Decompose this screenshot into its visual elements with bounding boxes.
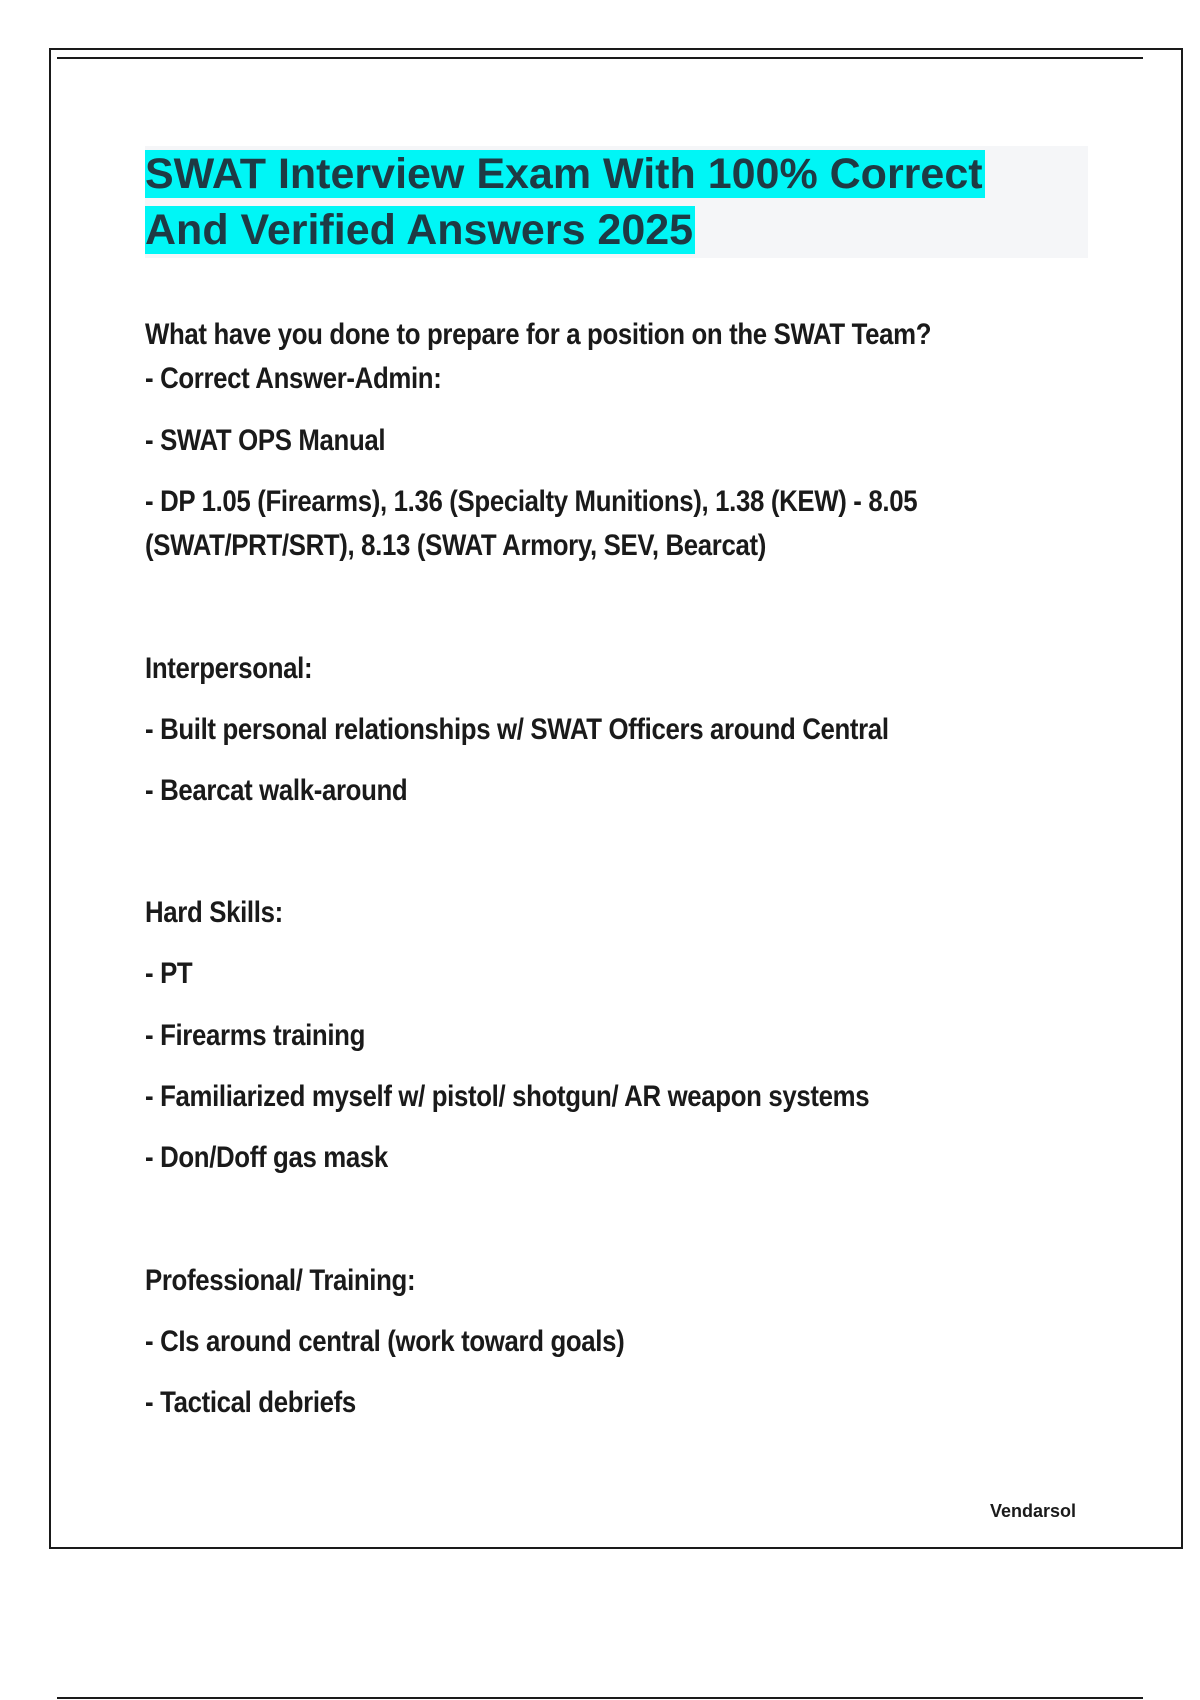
section-heading-professional: Professional/ Training: (145, 1264, 416, 1297)
section-heading-interpersonal: Interpersonal: (145, 652, 313, 685)
list-item: - Built personal relationships w/ SWAT Officers around Central (145, 713, 889, 746)
title-line-2: And Verified Answers 2025 (145, 206, 694, 254)
document-title (145, 146, 1088, 258)
list-item: - SWAT OPS Manual (145, 424, 386, 457)
list-item: - PT (145, 957, 193, 990)
list-item: - DP 1.05 (Firearms), 1.36 (Specialty Munitions), 1.38 (KEW) - 8.05 (145, 485, 918, 518)
footer-brand: Vendarsol (990, 1501, 1077, 1521)
question-text: What have you done to prepare for a position on the SWAT Team? (145, 318, 932, 351)
list-item: - Bearcat walk-around (145, 774, 408, 807)
top-rule (57, 57, 1143, 59)
list-item: - Don/Doff gas mask (145, 1141, 388, 1174)
title-line-1: SWAT Interview Exam With 100% Correct (145, 150, 983, 198)
bottom-rule (57, 1697, 1143, 1699)
list-item: - Firearms training (145, 1019, 365, 1052)
section-heading-hard-skills: Hard Skills: (145, 896, 283, 929)
list-item: - Tactical debriefs (145, 1386, 356, 1419)
list-item: - Familiarized myself w/ pistol/ shotgun/ AR weapon systems (145, 1080, 870, 1113)
list-item-continuation: (SWAT/PRT/SRT), 8.13 (SWAT Armory, SEV, Bearcat) (145, 529, 766, 562)
list-item: - CIs around central (work toward goals) (145, 1325, 625, 1358)
answer-admin-label: - Correct Answer-Admin: (145, 362, 442, 395)
